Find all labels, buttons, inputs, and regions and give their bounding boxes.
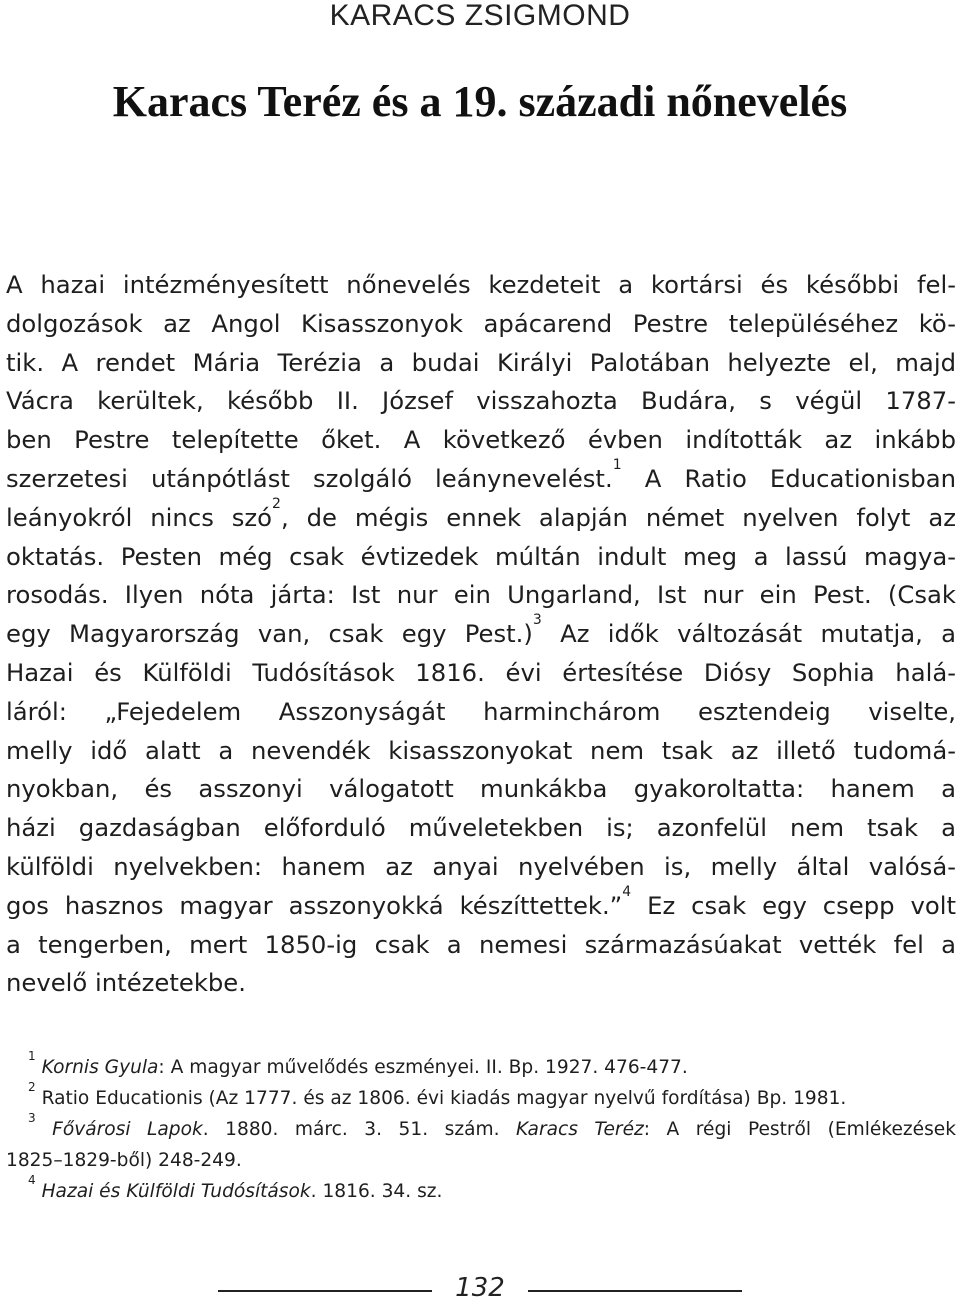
body-line: dolgozások az Angol Kisasszonyok apácarend Pestre településéhez kö- bbox=[6, 308, 956, 338]
footnote-line bbox=[6, 1111, 956, 1145]
footnote-2 bbox=[6, 1080, 956, 1114]
body-text bbox=[6, 266, 956, 1003]
footnote-line bbox=[6, 1049, 956, 1083]
running-head: KARACS ZSIGMOND bbox=[329, 0, 631, 32]
body-segment: egy Magyarország van, csak egy Pest.) bbox=[6, 619, 533, 649]
body-segment: , de mégis ennek alapján német nyelven folyt az bbox=[280, 502, 956, 532]
footnote-text: : A magyar művelődés eszményei. II. Bp. 1927. 476-477. bbox=[158, 1057, 688, 1078]
body-segment: szerzetesi utánpótlást szolgáló leánynevelést. bbox=[6, 463, 613, 493]
body-segment: Ez csak egy csepp volt bbox=[647, 890, 956, 920]
body-segment: leányokról nincs szó bbox=[6, 502, 273, 532]
body-segment: gos hasznos magyar asszonyokká készíttettek.” bbox=[6, 890, 623, 920]
footer-rule-left bbox=[218, 1290, 432, 1292]
footnote-ref-1: 1 bbox=[612, 456, 622, 473]
footnote-ref-2: 2 bbox=[272, 495, 281, 512]
body-line: Hazai és Külföldi Tudósítások 1816. évi értesítése Diósy Sophia halá- bbox=[6, 657, 956, 687]
footnote-author: Karacs Teréz bbox=[516, 1119, 644, 1140]
page-title: Karacs Teréz és a 19. századi nőnevelés bbox=[112, 77, 848, 126]
footnote-ref-3: 3 bbox=[532, 612, 542, 629]
footer-rule-right bbox=[528, 1290, 742, 1292]
body-line: láról: „Fejedelem Asszonyságát harminchárom esztendeig viselte, bbox=[6, 696, 956, 726]
body-line: házi gazdaságban előforduló műveletekben is; azonfelül nem tsak a bbox=[6, 813, 956, 843]
body-line: a tengerben, mert 1850-ig csak a nemesi származásúakat vették fel a bbox=[6, 929, 956, 959]
body-segment: A Ratio Educationisban bbox=[644, 463, 956, 493]
body-line: nevelő intézetekbe. bbox=[6, 968, 246, 998]
footnote-text: : A régi Pestről (Emlékezések bbox=[643, 1119, 956, 1140]
footnote-line bbox=[6, 1080, 956, 1114]
footnote-mark: 4 bbox=[28, 1173, 36, 1187]
footnote-ref-4: 4 bbox=[622, 883, 632, 900]
footnote-author: Kornis Gyula bbox=[41, 1057, 159, 1078]
footnote-3 bbox=[6, 1111, 956, 1176]
body-line: tik. A rendet Mária Terézia a budai Királyi Palotában helyezte el, majd bbox=[6, 347, 956, 377]
body-line bbox=[6, 495, 956, 538]
footnote-1 bbox=[6, 1049, 956, 1083]
footnote-source: Fővárosi Lapok bbox=[52, 1119, 203, 1140]
footnote-line bbox=[6, 1173, 956, 1207]
body-line bbox=[6, 612, 956, 654]
footnote-line: 1825–1829-ből) 248-249. bbox=[6, 1150, 242, 1171]
footnote-text: . 1816. 34. sz. bbox=[310, 1181, 443, 1202]
body-line: ben Pestre telepítette őket. A következő évben indították az inkább bbox=[6, 425, 956, 455]
body-line: Vácra kerültek, később II. József visszahozta Budára, s végül 1787- bbox=[6, 386, 956, 416]
body-line: nyokban, és asszonyi válogatott munkákba gyakoroltatta: hanem a bbox=[6, 774, 956, 804]
body-line: oktatás. Pesten még csak évtizedek múltán indult meg a lassú magya- bbox=[6, 541, 956, 571]
footnote-mark: 2 bbox=[28, 1080, 36, 1094]
footnote-4 bbox=[6, 1173, 956, 1207]
page-footer bbox=[0, 1272, 960, 1304]
footnote-mark: 3 bbox=[28, 1111, 36, 1125]
body-segment: Az idők változását mutatja, a bbox=[560, 619, 956, 649]
body-line: külföldi nyelvekben: hanem az anyai nyelvében is, melly által valósá- bbox=[6, 851, 956, 881]
footnote-source: Hazai és Külföldi Tudósítások bbox=[41, 1181, 311, 1202]
body-line: rosodás. Ilyen nóta járta: Ist nur ein Ungarland, Ist nur ein Pest. (Csak bbox=[6, 580, 956, 610]
body-line: melly idő alatt a nevendék kisasszonyokat nem tsak az illető tudomá- bbox=[6, 735, 956, 765]
body-line bbox=[6, 456, 956, 499]
body-line: A hazai intézményesített nőnevelés kezdeteit a kortársi és későbbi fel- bbox=[6, 270, 956, 299]
footnotes bbox=[6, 1049, 956, 1207]
footnote-text: . 1880. márc. 3. 51. szám. bbox=[202, 1119, 517, 1140]
footnote-text: Ratio Educationis (Az 1777. és az 1806. évi kiadás magyar nyelvű fordítása) Bp. 1981. bbox=[41, 1088, 847, 1109]
page-number: 132 bbox=[455, 1273, 505, 1303]
body-line bbox=[6, 883, 956, 926]
footnote-mark: 1 bbox=[28, 1049, 36, 1063]
